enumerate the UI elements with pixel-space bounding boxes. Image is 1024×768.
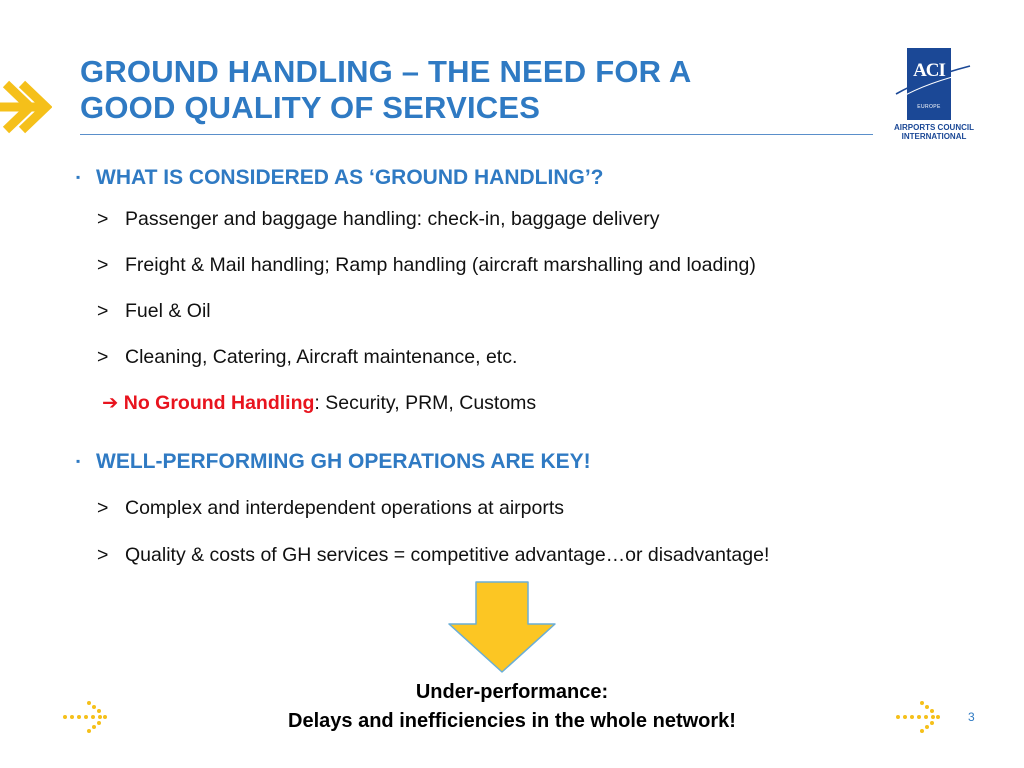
item-text: Freight & Mail handling; Ramp handling (aircraft marshalling and loading)	[125, 254, 756, 276]
list-item	[97, 543, 769, 567]
item-marker: >	[97, 208, 109, 230]
item-marker: >	[97, 300, 109, 322]
section-heading-operations	[76, 448, 591, 475]
list-item	[97, 207, 659, 231]
down-arrow-icon	[446, 580, 558, 674]
item-marker: >	[97, 544, 109, 566]
red-arrow-icon: ➔	[102, 392, 119, 414]
item-text: Quality & costs of GH services = competitive advantage…or disadvantage!	[125, 544, 770, 566]
slide-title	[80, 54, 840, 126]
title-line-2: GOOD QUALITY OF SERVICES	[80, 90, 541, 125]
list-item	[97, 253, 756, 277]
exclusion-note	[102, 391, 536, 415]
item-text: Cleaning, Catering, Aircraft maintenance, etc.	[125, 346, 518, 368]
logo-acronym: ACI	[913, 60, 945, 81]
bullet-icon: ▪	[76, 170, 81, 184]
no-ground-handling-label: No Ground Handling	[123, 392, 315, 414]
title-line-1: GROUND HANDLING – THE NEED FOR A	[80, 54, 692, 89]
item-text: Passenger and baggage handling: check-in, baggage delivery	[125, 208, 660, 230]
aci-logo	[894, 48, 974, 140]
list-item	[97, 345, 517, 369]
section-heading-text: WELL-PERFORMING GH OPERATIONS ARE KEY!	[96, 450, 591, 473]
item-marker: >	[97, 346, 109, 368]
section-heading-ground-handling	[76, 164, 604, 191]
conclusion-line-1: Under-performance:	[415, 681, 609, 703]
item-text: Fuel & Oil	[125, 300, 211, 322]
item-text: Complex and interdependent operations at airports	[125, 497, 565, 519]
conclusion-line-2: Delays and inefficiencies in the whole network!	[288, 710, 736, 732]
bullet-icon: ▪	[76, 454, 81, 468]
list-item	[97, 299, 211, 323]
dotted-arrow-icon	[895, 700, 945, 734]
list-item	[97, 496, 564, 520]
logo-region: EUROPE	[917, 104, 941, 110]
dotted-arrow-icon	[62, 700, 112, 734]
exclusion-list: : Security, PRM, Customs	[314, 392, 537, 414]
title-arrow-icon	[0, 78, 52, 136]
section-heading-text: WHAT IS CONSIDERED AS ‘GROUND HANDLING’?	[96, 166, 604, 189]
item-marker: >	[97, 497, 109, 519]
item-marker: >	[97, 254, 109, 276]
logo-name-line-2: INTERNATIONAL	[901, 132, 967, 141]
logo-name-line-1: AIRPORTS COUNCIL	[894, 123, 974, 132]
title-divider	[80, 134, 873, 135]
page-number: 3	[968, 710, 975, 724]
